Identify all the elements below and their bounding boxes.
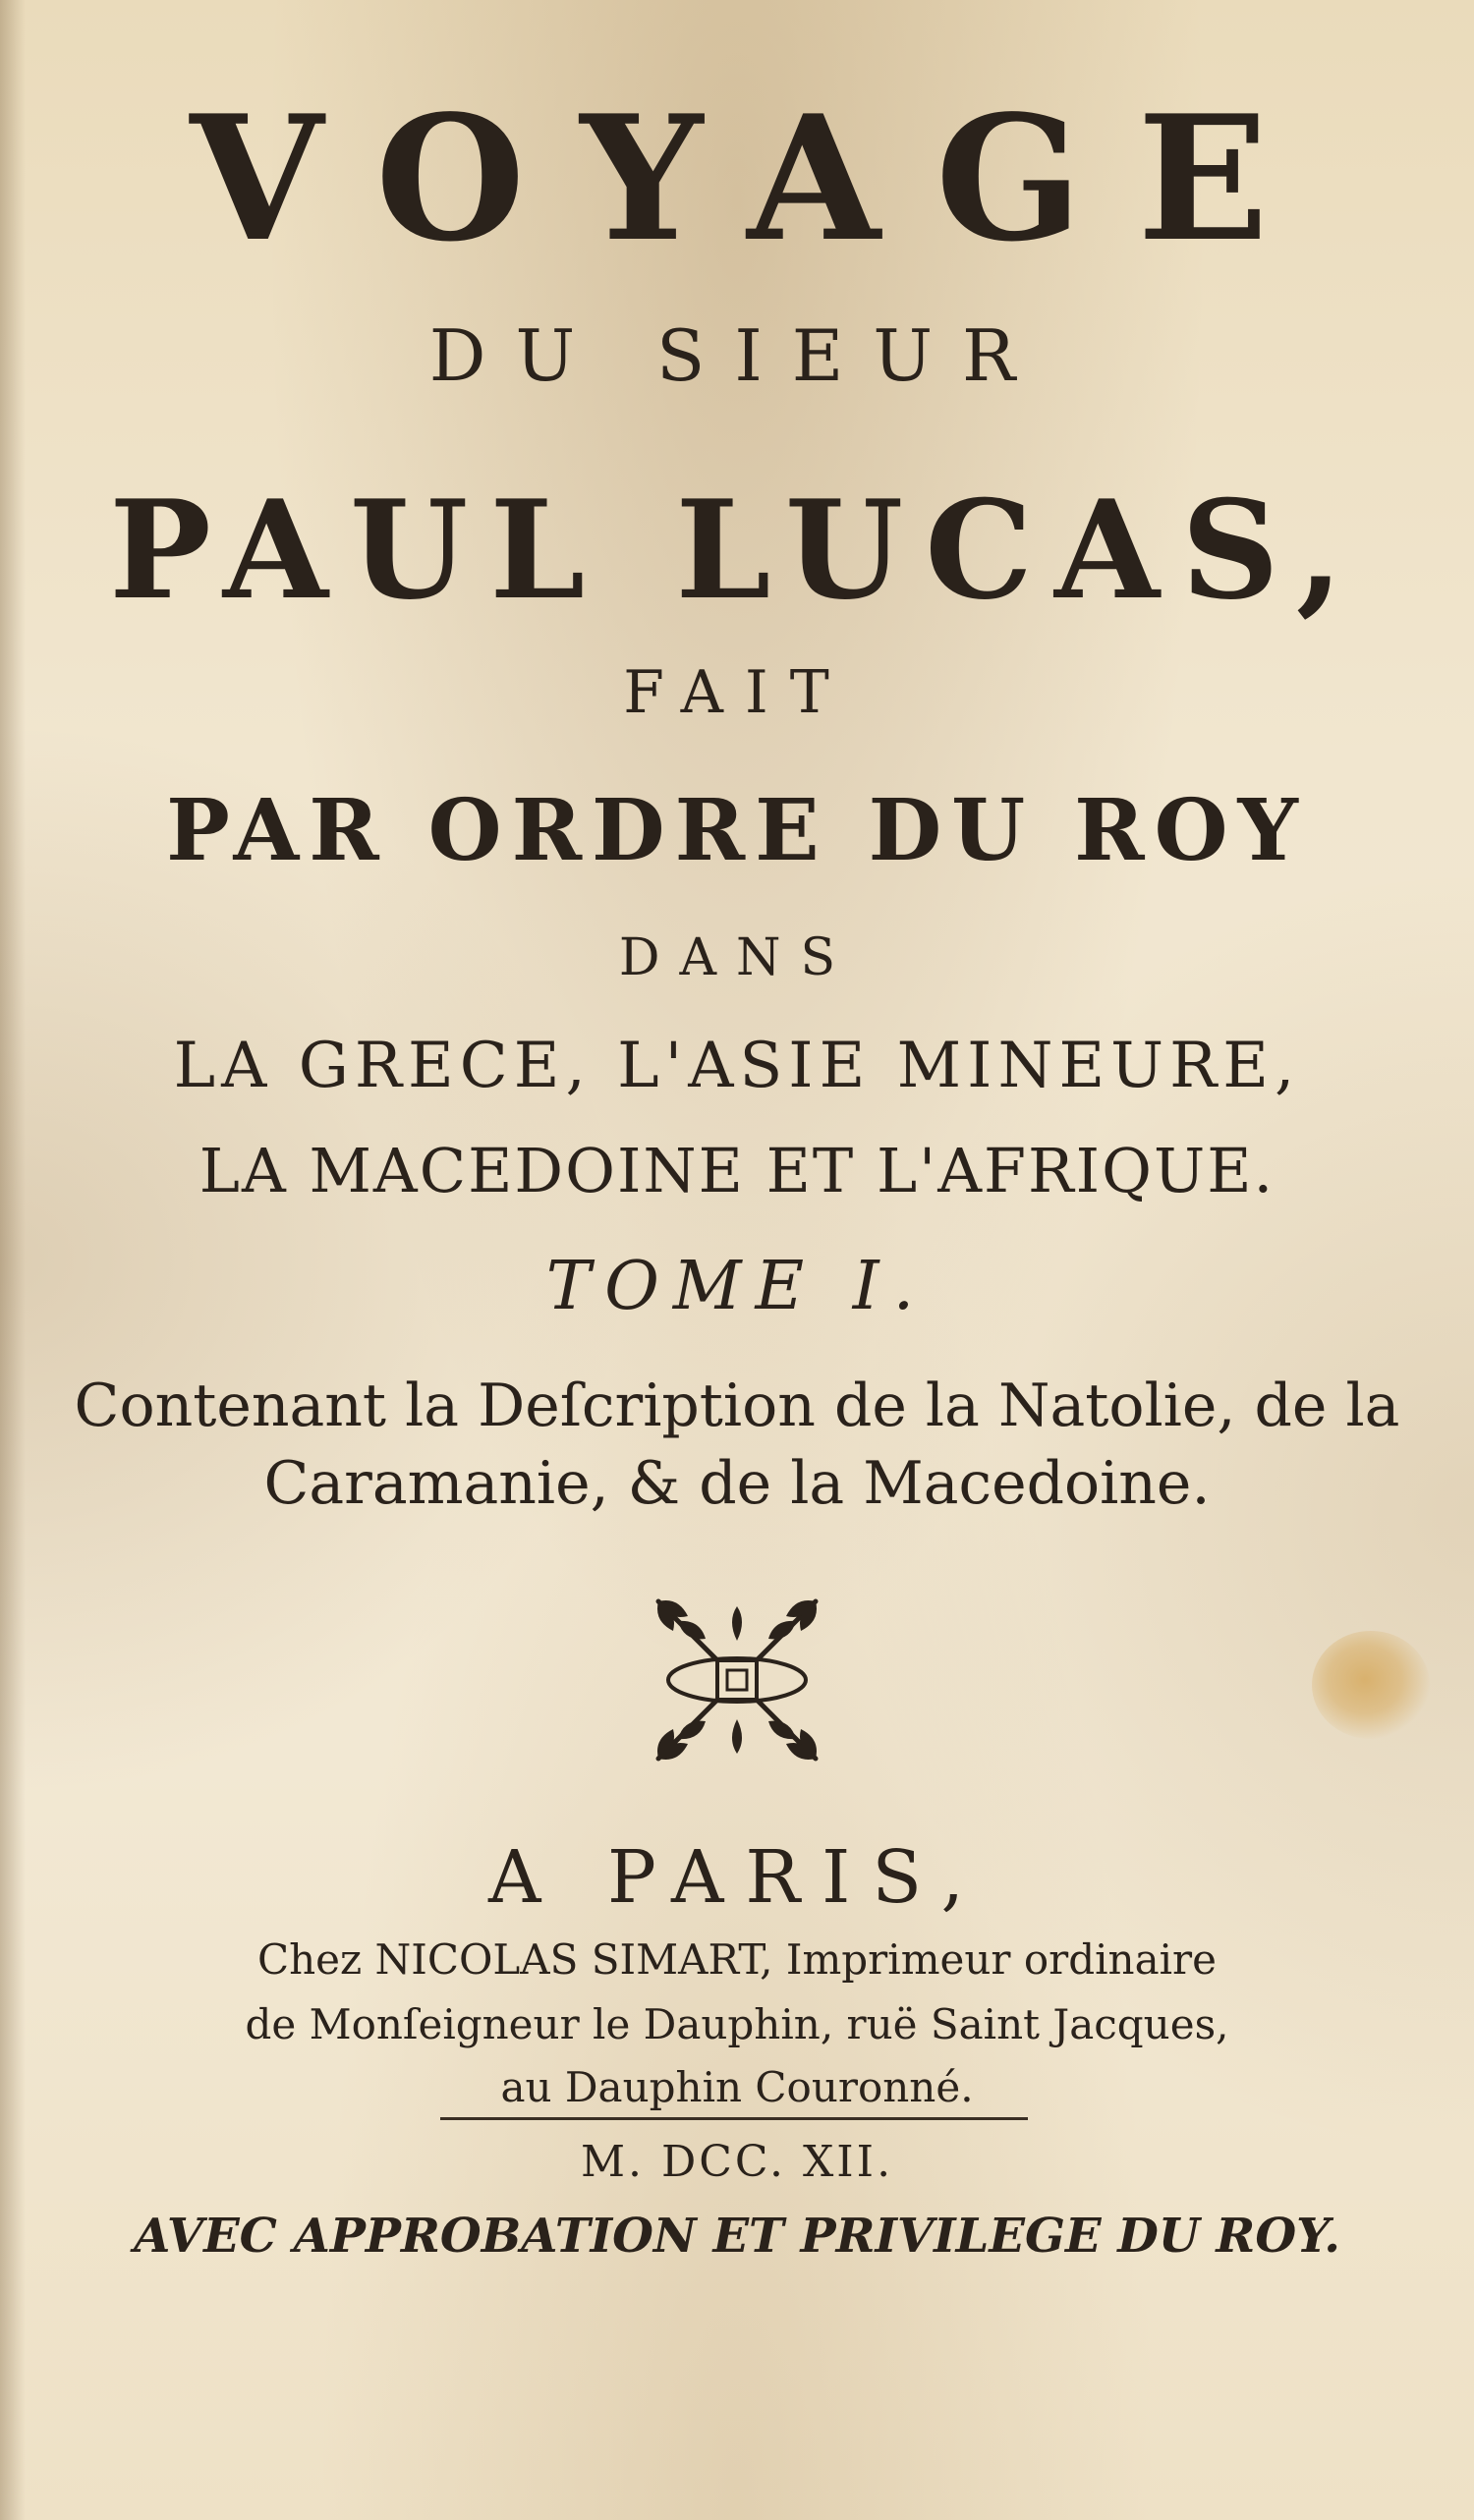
floral-printers-ornament-icon [639,1587,835,1773]
title-par-ordre: PAR ORDRE DU ROY [166,781,1308,880]
imprint-printer-line-3: au Dauphin Couronné. [500,2063,974,2111]
title-dans: DANS [618,928,856,987]
title-fait: FAIT [623,658,851,727]
imprint-printer-line-2: de Monſeigneur le Dauphin, ruë Saint Jacques, [245,2000,1229,2048]
title-du-sieur: DU SIEUR [428,314,1046,397]
imprint-privilege: AVEC APPROBATION ET PRIVILEGE DU ROY. [134,2209,1340,2264]
imprint-year: M. DCC. XII. [580,2137,894,2187]
author-name: PAUL LUCAS, [109,470,1365,630]
title-voyage: VOYAGE [190,79,1324,280]
volume-number: TOME I. [545,1248,929,1325]
imprint-city: A PARIS, [488,1835,986,1920]
paper-stain [1312,1631,1430,1739]
imprint-divider [440,2117,1028,2120]
contents-line-1: Contenant la Deſcription de la Natolie, de la [74,1372,1400,1440]
contents-line-2: Caramanie, & de la Macedoine. [263,1449,1211,1518]
title-regions-2: LA MACEDOINE ET L'AFRIQUE. [198,1135,1276,1206]
title-regions-1: LA GRECE, L'ASIE MINEURE, [173,1030,1301,1102]
imprint-printer-line-1: Chez NICOLAS SIMART, Imprimeur ordinaire [256,1935,1217,1984]
